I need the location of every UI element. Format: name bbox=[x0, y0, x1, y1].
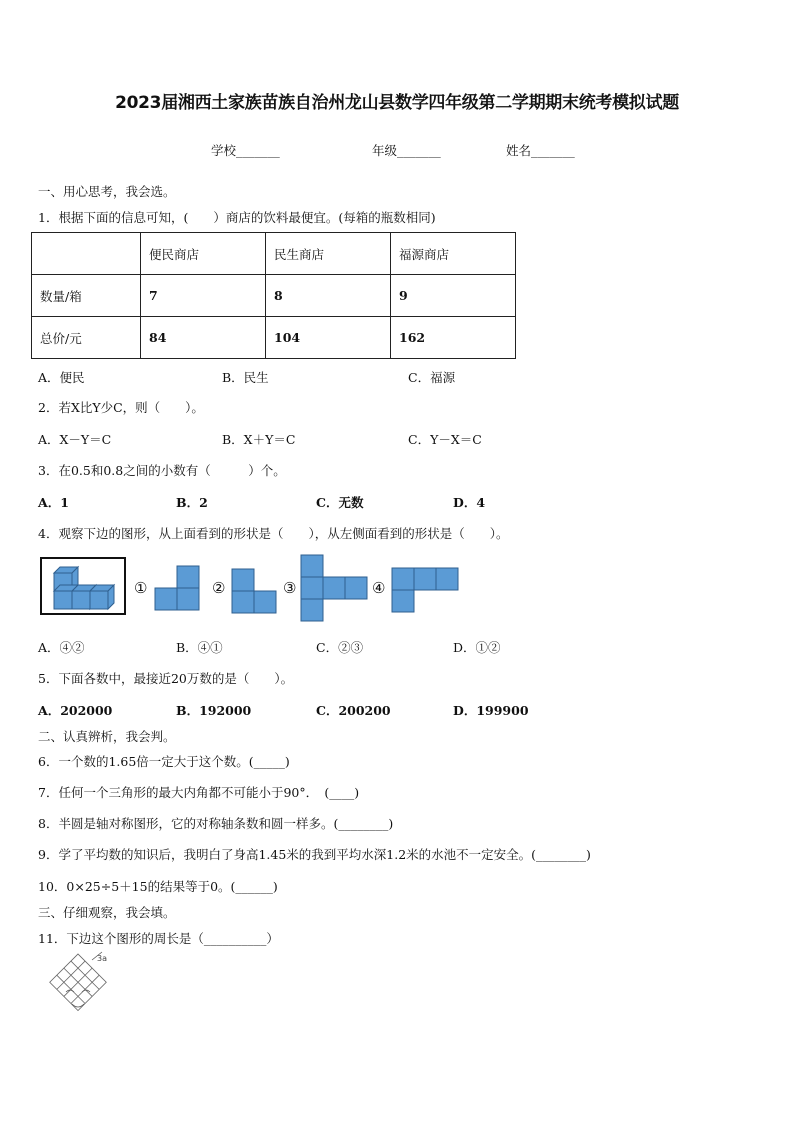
q4-option-b: B．④① bbox=[176, 640, 223, 655]
q9-text: 9．学了平均数的知识后，我明白了身高1.45米的我到平均水深1.2米的水池不一定安全。(________) bbox=[38, 847, 591, 862]
q2-text: 2．若X比Y少C，则（ ）。 bbox=[38, 400, 204, 415]
q2-option-b: B．X＋Y＝C bbox=[222, 432, 296, 447]
table-header: 便民商店 bbox=[141, 233, 266, 275]
table-header: 福源商店 bbox=[391, 233, 516, 275]
table-cell: 84 bbox=[141, 317, 266, 359]
q3-option-b: B．2 bbox=[176, 495, 208, 510]
view-label-3: ③ bbox=[283, 579, 297, 597]
table-cell: 8 bbox=[266, 275, 391, 317]
q11-figure-label: 3a bbox=[97, 954, 107, 963]
q5-option-d: D．199900 bbox=[453, 703, 529, 718]
q3-option-c: C．无数 bbox=[316, 495, 364, 510]
view-shape-2 bbox=[231, 568, 277, 614]
q1-text: 1．根据下面的信息可知，( ）商店的饮料最便宜。(每箱的瓶数相同) bbox=[38, 210, 436, 225]
table-cell: 162 bbox=[391, 317, 516, 359]
view-shape-4 bbox=[391, 567, 461, 613]
q7-text: 7．任何一个三角形的最大内角都不可能小于90°． (____) bbox=[38, 785, 360, 800]
q6-text: 6．一个数的1.65倍一定大于这个数。(_____) bbox=[38, 754, 290, 769]
q2-option-a: A．X－Y＝C bbox=[38, 432, 112, 447]
table-header: 民生商店 bbox=[266, 233, 391, 275]
cube-figure bbox=[40, 557, 126, 615]
q1-option-c: C．福源 bbox=[408, 370, 456, 385]
table-row bbox=[32, 317, 516, 359]
table-cell: 104 bbox=[266, 317, 391, 359]
view-label-4: ④ bbox=[372, 579, 386, 597]
page-title: 2023届湘西土家族苗族自治州龙山县数学四年级第二学期期末统考模拟试题 bbox=[115, 93, 679, 113]
table-header-row bbox=[32, 233, 516, 275]
q4-option-a: A．④② bbox=[38, 640, 85, 655]
q1-option-b: B．民生 bbox=[222, 370, 269, 385]
q3-option-d: D．4 bbox=[453, 495, 486, 510]
q3-option-a: A．1 bbox=[38, 495, 69, 510]
shop-table bbox=[31, 232, 516, 359]
table-cell: 7 bbox=[141, 275, 266, 317]
q3-text: 3．在0.5和0.8之间的小数有（ ）个。 bbox=[38, 463, 286, 478]
view-shape-3 bbox=[300, 554, 370, 624]
q1-option-a: A．便民 bbox=[38, 370, 85, 385]
q10-text: 10．0×25÷5＋15的结果等于0。(______) bbox=[38, 879, 278, 894]
grade-field: 年级_______ bbox=[372, 143, 441, 158]
q5-option-b: B．192000 bbox=[176, 703, 252, 718]
q11-grid-figure bbox=[36, 950, 126, 1034]
section-1-heading: 一、用心思考，我会选。 bbox=[38, 184, 176, 199]
q11-text: 11．下边这个图形的周长是（__________） bbox=[38, 931, 279, 946]
section-2-heading: 二、认真辨析，我会判。 bbox=[38, 729, 176, 744]
q8-text: 8．半圆是轴对称图形，它的对称轴条数和圆一样多。(________) bbox=[38, 816, 394, 831]
name-field: 姓名_______ bbox=[506, 143, 575, 158]
q4-text: 4．观察下边的图形，从上面看到的形状是（ ），从左侧面看到的形状是（ ）。 bbox=[38, 526, 509, 541]
view-shape-1 bbox=[154, 565, 200, 611]
q4-option-c: C．②③ bbox=[316, 640, 364, 655]
school-field: 学校_______ bbox=[211, 143, 280, 158]
table-cell: 总价/元 bbox=[32, 317, 141, 359]
q5-option-a: A．202000 bbox=[38, 703, 113, 718]
q2-option-c: C．Y－X＝C bbox=[408, 432, 482, 447]
table-cell: 9 bbox=[391, 275, 516, 317]
view-label-1: ① bbox=[134, 579, 148, 597]
q5-text: 5．下面各数中，最接近20万数的是（ ）。 bbox=[38, 671, 294, 686]
view-label-2: ② bbox=[212, 579, 226, 597]
table-row bbox=[32, 275, 516, 317]
q4-option-d: D．①② bbox=[453, 640, 501, 655]
q5-option-c: C．200200 bbox=[316, 703, 391, 718]
section-3-heading: 三、仔细观察，我会填。 bbox=[38, 905, 176, 920]
table-cell bbox=[32, 233, 141, 275]
table-cell: 数量/箱 bbox=[32, 275, 141, 317]
